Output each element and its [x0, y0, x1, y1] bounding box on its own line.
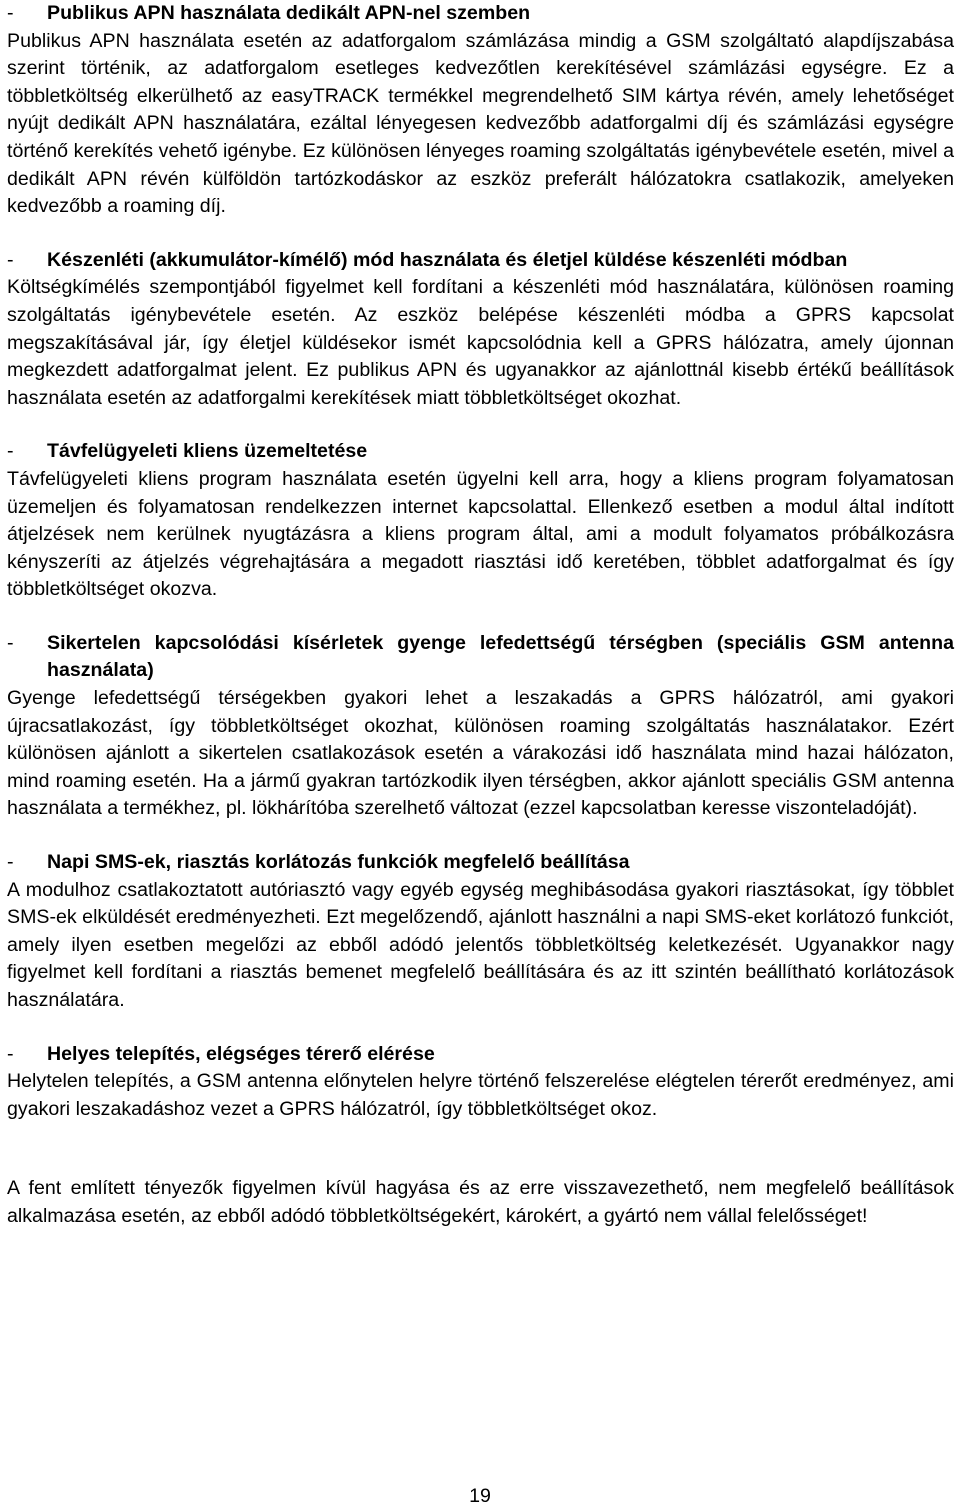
- heading-text: Készenléti (akkumulátor-kímélő) mód használata és életjel küldése készenléti módban: [47, 248, 848, 271]
- section-public-apn: [7, 0, 954, 221]
- section-body: A modulhoz csatlakoztatott autóriasztó vagy egyéb egység meghibásodása gyakori riasztásokat, így többlet SMS-ek elküldését eredményezheti. Ezt megelőzendő, ajánlott használni a napi SMS-eket korlátozó funkciót, amely ilyen esetben megelőzi az ebből adódó jelentős többletköltség keletkezését. Ugyanakkor nagy figyelmet kell fordítani a riasztás bemenet megfelelő beállítására és az itt szintén beállítható korlátozások használatára.: [7, 878, 954, 1011]
- section-standby-mode: [7, 247, 954, 413]
- section-heading: [7, 0, 954, 28]
- heading-text: Helyes telepítés, elégséges térerő elérése: [47, 1042, 435, 1065]
- heading-text: Publikus APN használata dedikált APN-nel szemben: [47, 2, 531, 24]
- closing-disclaimer: A fent említett tényezők figyelmen kívül hagyása és az erre visszavezethető, nem megfelelő beállítások alkalmazása esetén, az ebből adódó többletköltségekért, károkért, a gyártó nem vállal felelősséget!: [7, 1177, 954, 1227]
- spacer: [7, 1015, 954, 1041]
- section-heading: [7, 849, 954, 877]
- section-body: Publikus APN használata esetén az adatforgalom számlázása mindig a GSM szolgáltató alapdíjszabása szerint történik, az adatforgalom esetleges kedvezőtlen kerekítésével számlázási egységre. Ez a többletköltség elkerülhető az easyTRACK termékkel megrendelhető SIM kártya révén, amely lehetőséget nyújt dedikált APN használatára, ezáltal lényegesen kedvezőbb adatforgalmi díj és számlázási egységre történő kerekítés vehető igénybe. Ez különösen lényeges roaming szolgáltatás igénybevétele esetén, mivel a dedikált APN révén külföldön tartózkodáskor az eszköz preferált hálózatokra csatlakozik, amelyeken kedvezőbb a roaming díj.: [7, 29, 954, 218]
- heading-text: Sikertelen kapcsolódási kísérletek gyenge lefedettségű térségben (speciális GSM antenna használata): [47, 631, 954, 682]
- page-number: 19: [469, 1485, 491, 1507]
- bullet-dash: -: [7, 440, 14, 463]
- spacer: [7, 412, 954, 438]
- section-weak-coverage: [7, 630, 954, 823]
- spacer: [7, 221, 954, 247]
- bullet-dash: -: [7, 1042, 14, 1065]
- section-heading: [7, 247, 954, 275]
- spacer: [7, 823, 954, 849]
- bullet-dash: -: [7, 248, 14, 271]
- section-body: Helytelen telepítés, a GSM antenna előnytelen helyre történő felszerelése elégtelen térerőt eredményez, ami gyakori leszakadáshoz vezet a GPRS hálózatról, így többletköltséget okoz.: [7, 1070, 954, 1120]
- section-heading: [7, 438, 954, 466]
- heading-text: Napi SMS-ek, riasztás korlátozás funkciók megfelelő beállítása: [47, 851, 630, 874]
- heading-text: Távfelügyeleti kliens üzemeltetése: [47, 440, 368, 463]
- section-body: Gyenge lefedettségű térségekben gyakori lehet a leszakadás a GPRS hálózatról, ami gyakori újracsatlakozást, így többletköltséget okozhat, különösen roaming szolgáltatás használatakor. Ezért különösen ajánlott a sikertelen csatlakozások esetén a várakozási idő használata mind hazai hálózaton, mind roaming esetén. Ha a jármű gyakran tartózkodik ilyen térségben, akkor ajánlott speciális GSM antenna használata a termékhez, pl. lökhárítóba szerelhető változat (ezzel kapcsolatban keresse viszonteladóját).: [7, 687, 954, 820]
- bullet-dash: -: [7, 851, 14, 874]
- section-body: Távfelügyeleti kliens program használata esetén ügyelni kell arra, hogy a kliens program folyamatosan üzemeljen és folyamatosan rendelkezzen internet kapcsolattal. Ellenkező esetben a modul által indított átjelzések nem kerülnek nyugtázásra a kliens program által, ami a modult folyamatos próbálkozásra kényszeríti az átjelzés végrehajtására a megadott riasztási idő keretében, többlet adatforgalmat és így többletköltséget okozva.: [7, 467, 954, 601]
- spacer: [7, 1123, 954, 1149]
- section-remote-client: [7, 438, 954, 604]
- bullet-dash: -: [7, 2, 14, 24]
- section-installation: [7, 1041, 954, 1124]
- bullet-dash: -: [7, 631, 14, 654]
- section-body: Költségkímélés szempontjából figyelmet kell fordítani a készenléti mód használatára, különösen roaming szolgáltatás igénybevétele esetén. Az eszköz belépése készenléti módba a GPRS kapcsolat megszakításával jár, így életjel küldésekor ismét kapcsolódnia kell a GPRS hálózatra, amely újonnan megkezdett adatforgalmat jelent. Ez publikus APN és ugyanakkor az ajánlottnál kisebb értékű beállítások használata esetén az adatforgalmi kerekítések miatt többletköltséget okozhat.: [7, 276, 954, 409]
- spacer: [7, 1149, 954, 1175]
- spacer: [7, 604, 954, 630]
- section-daily-sms: [7, 849, 954, 1015]
- document-page: [7, 0, 954, 1231]
- section-heading: [7, 1041, 954, 1069]
- section-heading: [7, 630, 954, 685]
